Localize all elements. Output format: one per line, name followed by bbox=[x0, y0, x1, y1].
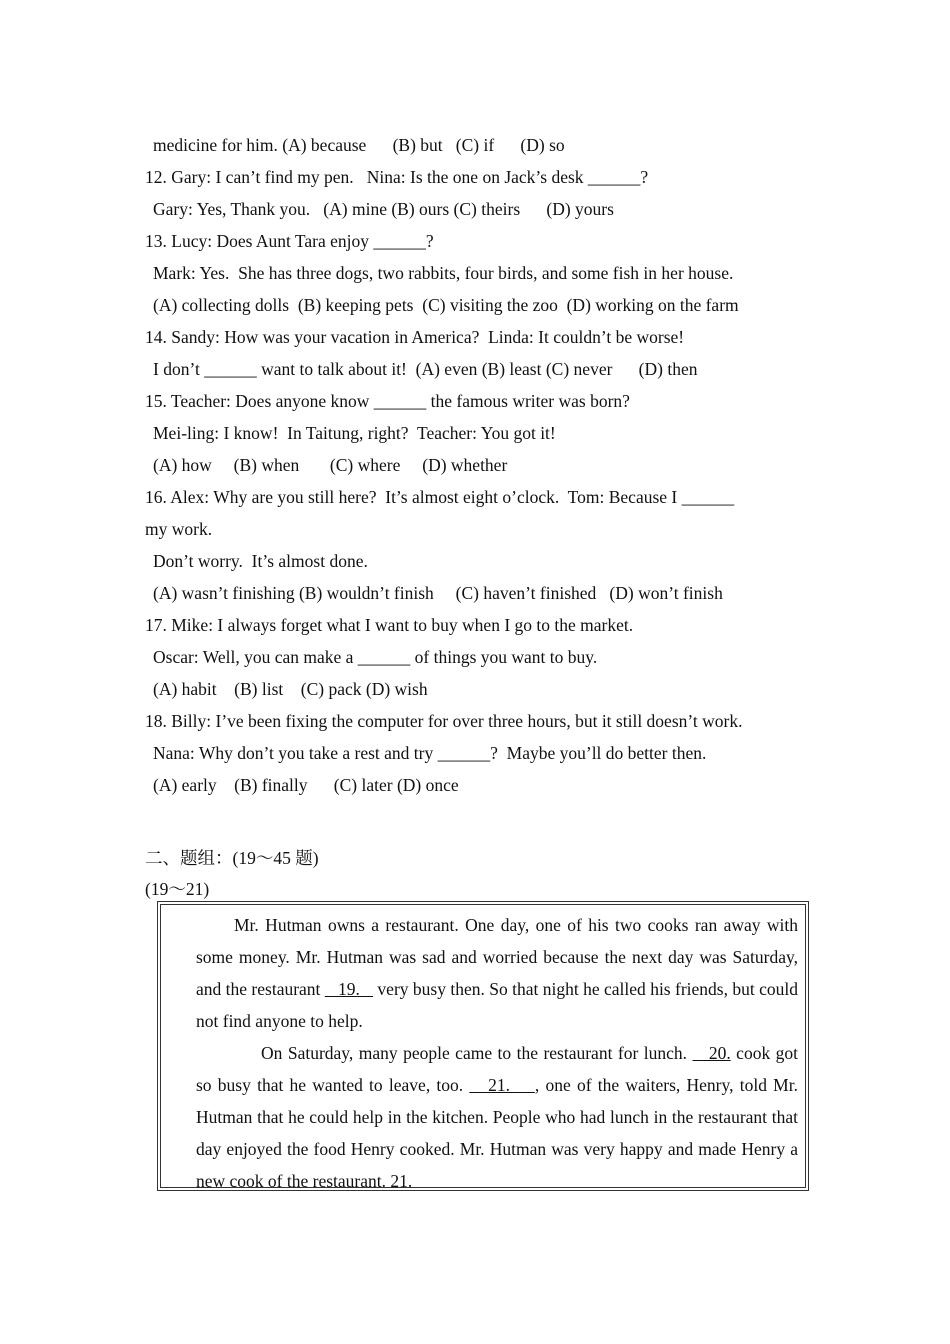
section-heading: 二、题组：(19～45 题) bbox=[145, 848, 319, 868]
blank-20: 20. bbox=[692, 1043, 731, 1063]
question-line: 18. Billy: I’ve been fixing the computer for over three hours, but it still doesn’t work. bbox=[145, 711, 743, 731]
question-line: (A) collecting dolls (B) keeping pets (C) visiting the zoo (D) working on the farm bbox=[153, 295, 739, 315]
question-line: Gary: Yes, Thank you. (A) mine (B) ours (C) theirs (D) yours bbox=[153, 199, 614, 219]
blank-19: 19. bbox=[324, 979, 374, 999]
question-line: Mark: Yes. She has three dogs, two rabbits, four birds, and some fish in her house. bbox=[153, 263, 734, 283]
question-line: I don’t ______ want to talk about it! (A) even (B) least (C) never (D) then bbox=[153, 359, 698, 379]
passage-text: very busy then. So that night he called his friends, but could not find anyone to help. bbox=[196, 979, 798, 1031]
question-line: 13. Lucy: Does Aunt Tara enjoy ______? bbox=[145, 231, 434, 251]
question-line: Don’t worry. It’s almost done. bbox=[153, 551, 368, 571]
question-line: (A) how (B) when (C) where (D) whether bbox=[153, 455, 508, 475]
group-label: (19～21) bbox=[145, 879, 210, 899]
passage-text: Mr. Hutman owns a restaurant. One day, one of his two cooks ran away with some money. Mr. Hutman was sad and worried because the next day was Saturday, and the restaurant bbox=[196, 915, 798, 999]
question-line: 14. Sandy: How was your vacation in America? Linda: It couldn’t be worse! bbox=[145, 327, 685, 347]
question-line: medicine for him. (A) because (B) but (C) if (D) so bbox=[153, 135, 565, 155]
question-line: 15. Teacher: Does anyone know ______ the famous writer was born? bbox=[145, 391, 630, 411]
passage-paragraph-2 bbox=[196, 1037, 798, 1197]
question-line: Mei-ling: I know! In Taitung, right? Teacher: You got it! bbox=[153, 423, 556, 443]
passage-text: On Saturday, many people came to the restaurant for lunch. bbox=[261, 1043, 693, 1063]
question-line: Nana: Why don’t you take a rest and try ______? Maybe you’ll do better then. bbox=[153, 743, 707, 763]
passage-paragraph-1 bbox=[196, 909, 798, 1037]
passage-text: cook got so busy that he wanted to leave, too. bbox=[196, 1043, 799, 1095]
question-line: 17. Mike: I always forget what I want to buy when I go to the market. bbox=[145, 615, 634, 635]
question-line: (A) early (B) finally (C) later (D) once bbox=[153, 775, 459, 795]
blank-21: 21. bbox=[469, 1075, 535, 1095]
question-line: (A) wasn’t finishing (B) wouldn’t finish (C) haven’t finished (D) won’t finish bbox=[153, 583, 723, 603]
passage-text: , one of the waiters, Henry, told Mr. Hutman that he could help in the kitchen. People who had lunch in the restaurant that day enjoyed the food Henry cooked. Mr. Hutman was very happy and made Henry a new cook of the restaurant. 21. bbox=[196, 1075, 798, 1191]
question-line: Oscar: Well, you can make a ______ of things you want to buy. bbox=[153, 647, 598, 667]
question-line: 16. Alex: Why are you still here? It’s almost eight o’clock. Tom: Because I ______ bbox=[145, 487, 735, 507]
question-line: (A) habit (B) list (C) pack (D) wish bbox=[153, 679, 428, 699]
question-line: 12. Gary: I can’t find my pen. Nina: Is the one on Jack’s desk ______? bbox=[145, 167, 649, 187]
question-line: my work. bbox=[145, 519, 213, 539]
